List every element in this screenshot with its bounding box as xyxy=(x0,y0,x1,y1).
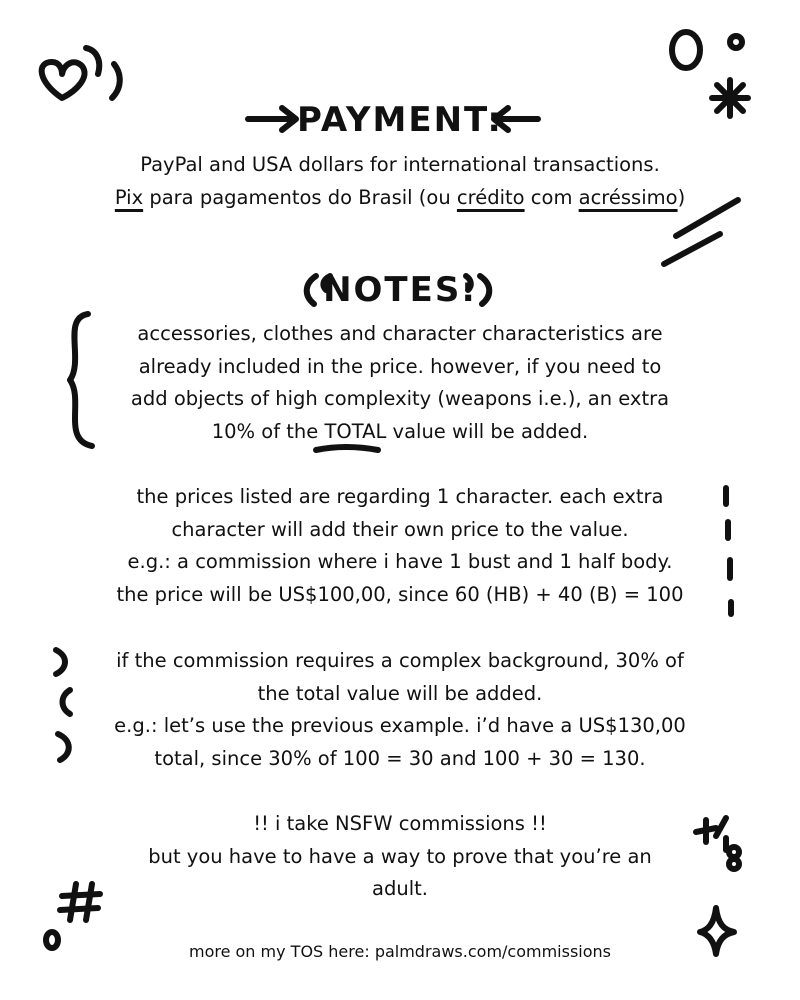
note-line: !! i take NSFW commissions !! xyxy=(253,812,547,835)
note-line-text: 10% of the xyxy=(211,419,325,443)
note-line: character will add their own price to the value. xyxy=(171,517,629,541)
note-line: already included in the price. however, if you need to xyxy=(138,354,662,378)
note-line: add objects of high complexity (weapons i.e.), an extra xyxy=(130,387,670,410)
note-line xyxy=(60,416,740,449)
note-accessories xyxy=(60,318,740,448)
payment-line-2-text: com xyxy=(524,185,579,209)
payment-heading: PAYMENT: xyxy=(297,100,503,140)
note-background xyxy=(60,645,740,775)
note-line: if the commission requires a complex background, 30% of xyxy=(116,649,684,672)
pix-underlined: Pix xyxy=(114,185,144,209)
acrescimo-underlined: acréssimo xyxy=(578,185,678,209)
payment-section xyxy=(60,149,740,214)
note-line: but you have to have a way to prove that you’re an xyxy=(148,844,652,868)
note-line-text: value will be added. xyxy=(386,419,589,443)
credito-underlined: crédito xyxy=(456,185,525,209)
payment-line-1: PayPal and USA dollars for international transactions. xyxy=(140,153,660,176)
note-nsfw xyxy=(60,808,740,906)
note-line: accessories, clothes and character characteristics are xyxy=(137,322,663,345)
ring-icon xyxy=(672,32,742,68)
note-prices xyxy=(60,481,740,611)
payment-line-2-text: para pagamentos do Brasil (ou xyxy=(143,185,457,209)
notes-heading: NOTES: xyxy=(323,270,477,310)
note-line: adult. xyxy=(372,877,428,900)
payment-line-2-text: ) xyxy=(677,185,686,209)
heart-icon xyxy=(42,48,120,98)
payment-line-2 xyxy=(60,182,740,215)
total-underlined: TOTAL xyxy=(324,419,387,443)
note-line: the price will be US$100,00, since 60 (HB) + 40 (B) = 100 xyxy=(116,582,684,606)
note-line: e.g.: a commission where i have 1 bust and 1 half body. xyxy=(127,550,673,573)
note-line: the prices listed are regarding 1 character. each extra xyxy=(136,485,664,508)
note-line: the total value will be added. xyxy=(257,681,543,705)
tos-footer: more on my TOS here: palmdraws.com/commissions xyxy=(188,942,611,961)
note-line: total, since 30% of 100 = 30 and 100 + 30 = 130. xyxy=(154,746,646,770)
note-line: e.g.: let’s use the previous example. i’d have a US$130,00 xyxy=(114,714,686,737)
